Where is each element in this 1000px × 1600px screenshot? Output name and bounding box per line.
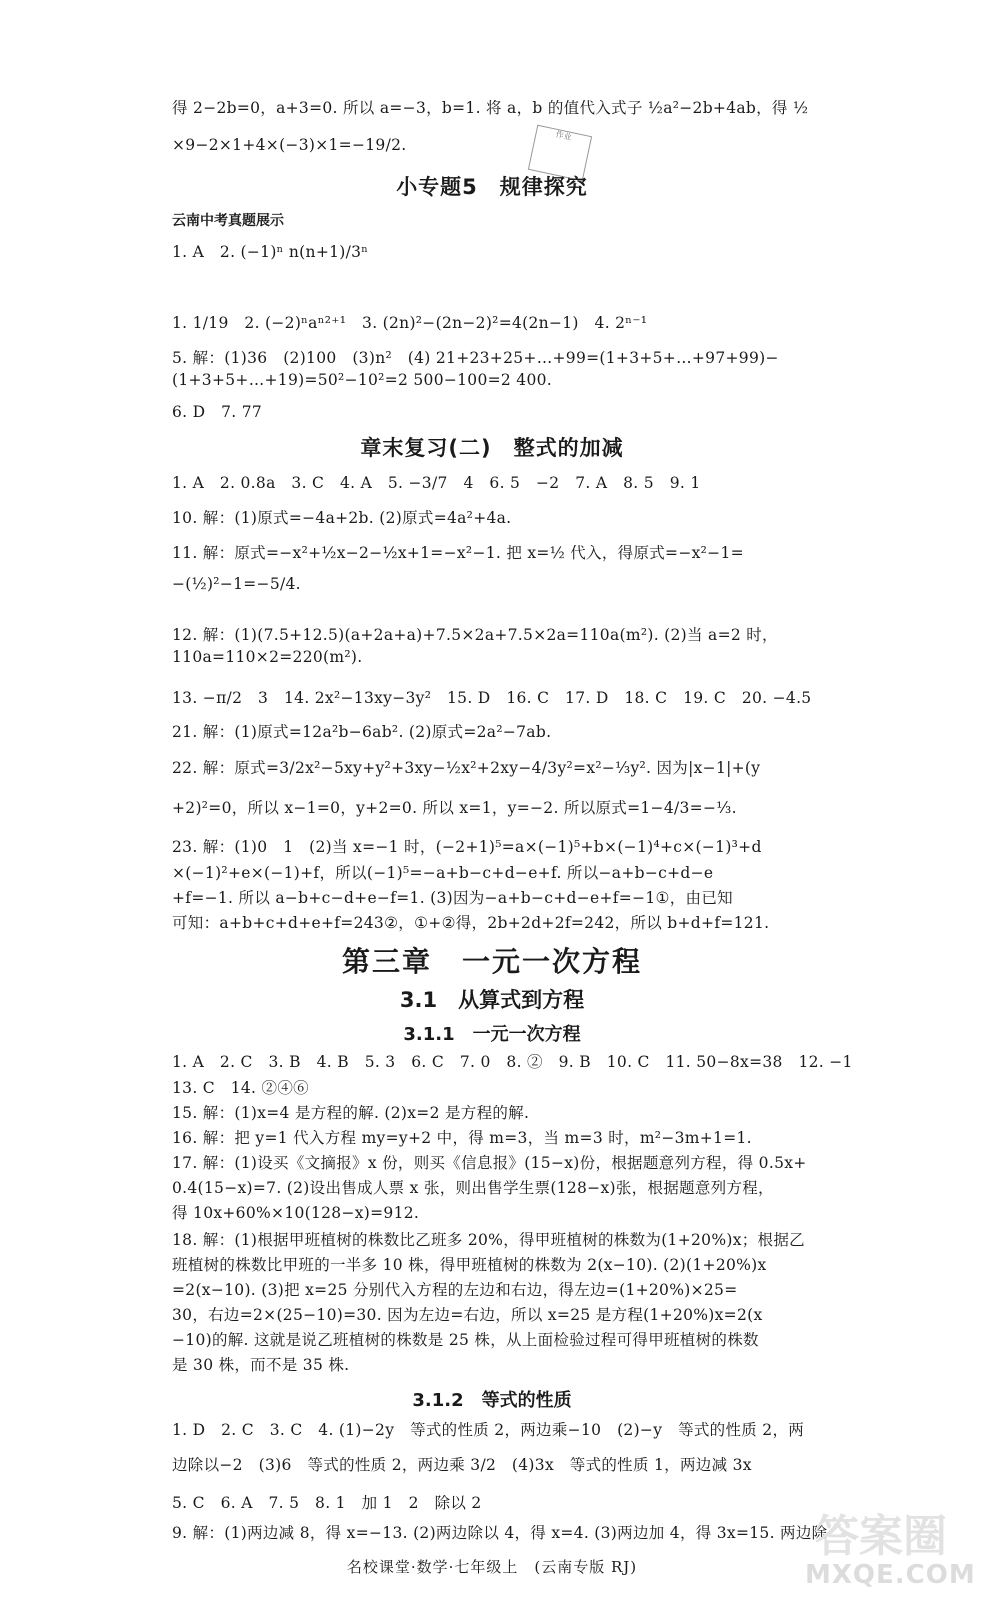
chapter-heading: 第三章 一元一次方程 [341, 945, 642, 978]
text-line: 班植树的株数比甲班的一半多 10 株，得甲班植树的株数为 2(x−10). (2)(1+20%)x [172, 1256, 767, 1274]
text-line: 12. 解：(1)(7.5+12.5)(a+2a+a)+7.5×2a+7.5×2a=110a(m²). (2)当 a=2 时， [172, 626, 778, 644]
text-line: +2)²=0，所以 x−1=0，y+2=0. 所以 x=1，y=−2. 所以原式=1−4/3=−⅓. [172, 799, 737, 817]
text-line: 边除以−2 (3)6 等式的性质 2，两边乘 3/2 (4)3x 等式的性质 1，两边减 3x [172, 1456, 752, 1474]
site-watermark [805, 1500, 980, 1595]
text-line: −(½)²−1=−5/4. [172, 575, 301, 593]
subheading-yunnan: 云南中考真题展示 [172, 213, 284, 229]
text-line: 16. 解：把 y=1 代入方程 my=y+2 中，得 m=3，当 m=3 时，m²−3m+1=1. [172, 1129, 752, 1147]
text-line: 0.4(15−x)=7. (2)设出售成人票 x 张，则出售学生票(128−x)张，根据题意列方程， [172, 1179, 774, 1197]
text-line: 是 30 株，而不是 35 株. [172, 1356, 350, 1374]
text-line: ×(−1)²+e×(−1)+f，所以(−1)⁵=−a+b−c+d−e+f. 所以−a+b−c+d−e [172, 864, 714, 882]
text-line: (1+3+5+…+19)=50²−10²=2 500−100=2 400. [172, 371, 553, 389]
text-line: 得 10x+60%×10(128−x)=912. [172, 1204, 420, 1222]
text-line: 110a=110×2=220(m²). [172, 648, 363, 666]
text-line: =2(x−10). (3)把 x=25 分别代入方程的左边和右边，得左边=(1+20%)×25= [172, 1281, 738, 1299]
page-footer: 名校课堂·数学·七年级上 (云南专版 RJ) [346, 1558, 638, 1576]
text-line: 11. 解：原式=−x²+½x−2−½x+1=−x²−1. 把 x=½ 代入，得原式=−x²−1= [172, 544, 744, 562]
text-line: −10)的解. 这就是说乙班植树的株数是 25 株，从上面检验过程可得甲班植树的株数 [172, 1331, 759, 1349]
text-line: 1. A 2. C 3. B 4. B 5. 3 6. C 7. 0 8. ② 9. B 10. C 11. 50−8x=38 12. −1 [172, 1053, 853, 1071]
text-line: 得 2−2b=0，a+3=0. 所以 a=−3，b=1. 将 a，b 的值代入式子 ½a²−2b+4ab，得 ½ [172, 99, 809, 117]
text-line: 18. 解：(1)根据甲班植树的株数比乙班多 20%，得甲班植树的株数为(1+20%)x；根据乙 [172, 1231, 805, 1249]
homework-stamp: 作业 [528, 125, 592, 182]
text-line: 13. C 14. ②④⑥ [172, 1079, 309, 1097]
text-line: 1. A 2. 0.8a 3. C 4. A 5. −3/7 4 6. 5 −2 7. A 8. 5 9. 1 [172, 474, 701, 492]
text-line: 5. 解：(1)36 (2)100 (3)n² (4) 21+23+25+…+99=(1+3+5+…+97+99)− [172, 349, 779, 367]
text-line: 可知：a+b+c+d+e+f=243②，①+②得，2b+2d+2f=242，所以 b+d+f=121. [172, 914, 770, 932]
text-line: 21. 解：(1)原式=12a²b−6ab². (2)原式=2a²−7ab. [172, 723, 552, 741]
text-line: 30，右边=2×(25−10)=30. 因为左边=右边，所以 x=25 是方程(1+20%)x=2(x [172, 1306, 763, 1324]
watermark-logo-text: 答案圈 [815, 1511, 947, 1562]
section-heading-3-1: 3.1 从算式到方程 [399, 988, 585, 1012]
text-line: 15. 解：(1)x=4 是方程的解. (2)x=2 是方程的解. [172, 1104, 530, 1122]
subsection-heading-3-1-1: 3.1.1 一元一次方程 [403, 1024, 581, 1045]
text-line: 1. 1/19 2. (−2)ⁿaⁿ²⁺¹ 3. (2n)²−(2n−2)²=4(2n−1) 4. 2ⁿ⁻¹ [172, 314, 648, 332]
text-line: +f=−1. 所以 a−b+c−d+e−f=1. (3)因为−a+b−c+d−e+f=−1①，由已知 [172, 889, 733, 907]
text-line: ×9−2×1+4×(−3)×1=−19/2. [172, 136, 407, 154]
text-line: 9. 解：(1)两边减 8，得 x=−13. (2)两边除以 4，得 x=4. (3)两边加 4，得 3x=15. 两边除 [172, 1524, 828, 1542]
subsection-heading-3-1-2: 3.1.2 等式的性质 [412, 1390, 572, 1411]
text-line: 6. D 7. 77 [172, 403, 263, 421]
section-heading-review2: 章末复习(二) 整式的加减 [360, 436, 624, 460]
section-heading-special5: 小专题5 规律探究 [396, 175, 588, 199]
text-line: 1. D 2. C 3. C 4. (1)−2y 等式的性质 2，两边乘−10 (2)−y 等式的性质 2，两 [172, 1421, 805, 1439]
text-line: 17. 解：(1)设买《文摘报》x 份，则买《信息报》(15−x)份，根据题意列方程，得 0.5x+ [172, 1154, 807, 1172]
text-line: 5. C 6. A 7. 5 8. 1 加 1 2 除以 2 [172, 1494, 482, 1512]
text-line: 1. A 2. (−1)ⁿ n(n+1)/3ⁿ [172, 243, 369, 261]
text-line: 13. −π/2 3 14. 2x²−13xy−3y² 15. D 16. C 17. D 18. C 19. C 20. −4.5 [172, 689, 812, 707]
watermark-url: MXQE.COM [805, 1560, 976, 1590]
text-line: 22. 解：原式=3/2x²−5xy+y²+3xy−½x²+2xy−4/3y²=x²−⅓y². 因为|x−1|+(y [172, 759, 761, 777]
text-line: 10. 解：(1)原式=−4a+2b. (2)原式=4a²+4a. [172, 509, 512, 527]
text-line: 23. 解：(1)0 1 (2)当 x=−1 时，(−2+1)⁵=a×(−1)⁵+b×(−1)⁴+c×(−1)³+d [172, 838, 762, 856]
